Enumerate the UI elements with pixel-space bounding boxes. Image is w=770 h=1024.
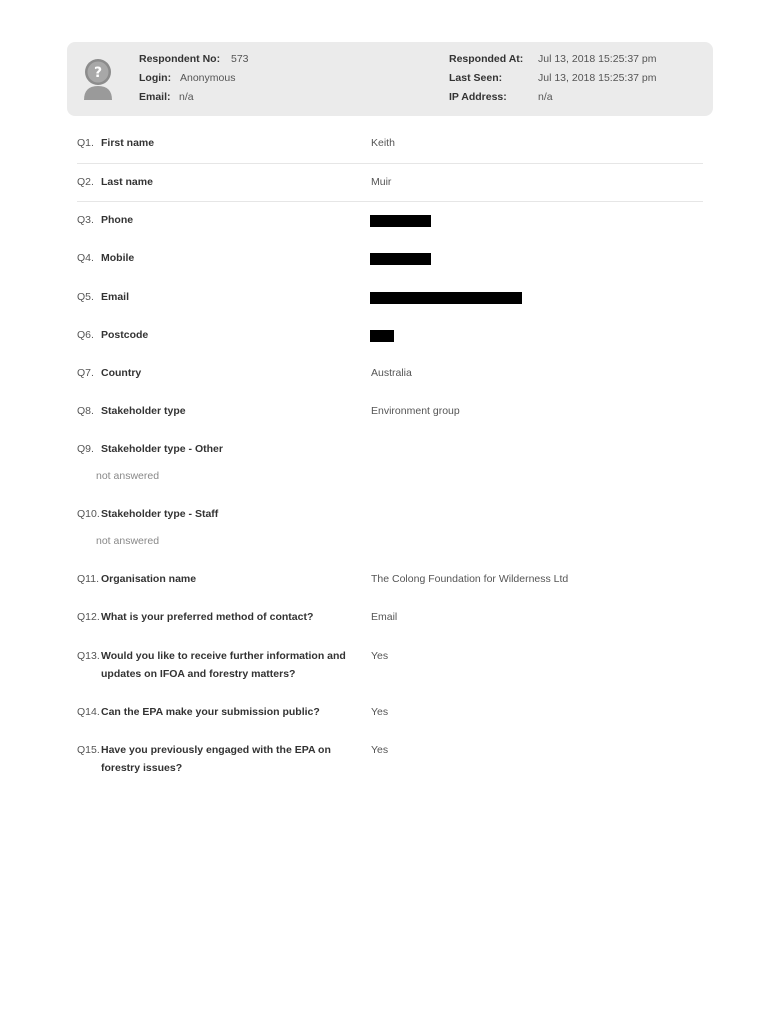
question-text: Stakeholder type - Staff: [101, 508, 219, 520]
question-number: Q6.: [77, 329, 94, 341]
question-number: Q14.: [77, 706, 100, 718]
last-seen-label: Last Seen:: [449, 72, 503, 84]
respondent-header: [67, 42, 713, 116]
question-text: Country: [101, 367, 142, 379]
redacted-answer: [370, 330, 394, 342]
user-question-icon: [81, 58, 115, 100]
question-number: Q4.: [77, 252, 94, 264]
question-number: Q8.: [77, 405, 94, 417]
question-text: First name: [101, 137, 155, 149]
answer-text: Keith: [371, 137, 395, 149]
redacted-answer: [370, 253, 431, 265]
question-text: Mobile: [101, 252, 135, 264]
question-text: Postcode: [101, 329, 149, 341]
question-text: Email: [101, 291, 130, 303]
row-divider: [77, 163, 703, 164]
ip-address-label: IP Address:: [449, 91, 507, 103]
question-text: Phone: [101, 214, 134, 226]
answer-text: Muir: [371, 176, 392, 188]
respondent-no-value: 573: [231, 53, 249, 65]
question-text: Can the EPA make your submission public?: [101, 706, 320, 718]
question-number: Q10.: [77, 508, 100, 520]
question-number: Q9.: [77, 443, 94, 455]
not-answered-text: not answered: [96, 535, 160, 547]
answer-text: Yes: [371, 650, 389, 662]
login-value: Anonymous: [180, 72, 236, 84]
email-label: Email:: [139, 91, 171, 103]
question-number: Q11.: [77, 573, 99, 585]
answer-text: Email: [371, 611, 398, 623]
answer-text: Yes: [371, 744, 389, 756]
question-number: Q1.: [77, 137, 94, 149]
question-text: What is your preferred method of contact?: [101, 611, 314, 623]
question-text: Organisation name: [101, 573, 197, 585]
email-value: n/a: [179, 91, 194, 103]
respondent-no-label: Respondent No:: [139, 53, 221, 65]
redacted-answer: [370, 292, 522, 304]
question-text: Would you like to receive further information and updates on IFOA and forestry matters?: [101, 650, 346, 680]
answer-text: Australia: [371, 367, 412, 379]
question-number: Q2.: [77, 176, 94, 188]
answer-text: Yes: [371, 706, 389, 718]
ip-address-value: n/a: [538, 91, 553, 103]
row-divider: [77, 201, 703, 202]
responded-at-value: Jul 13, 2018 15:25:37 pm: [538, 53, 657, 65]
question-text: Last name: [101, 176, 153, 188]
question-number: Q7.: [77, 367, 94, 379]
answer-text: Environment group: [371, 405, 460, 417]
question-number: Q3.: [77, 214, 94, 226]
question-number: Q13.: [77, 650, 100, 662]
question-text: Stakeholder type: [101, 405, 186, 417]
question-text: Have you previously engaged with the EPA on forestry issues?: [101, 744, 331, 774]
question-text: Stakeholder type - Other: [101, 443, 223, 455]
not-answered-text: not answered: [96, 470, 160, 482]
login-label: Login:: [139, 72, 172, 84]
redacted-answer: [370, 215, 431, 227]
question-number: Q12.: [77, 611, 100, 623]
responded-at-label: Responded At:: [449, 53, 524, 65]
last-seen-value: Jul 13, 2018 15:25:37 pm: [538, 72, 657, 84]
question-number: Q5.: [77, 291, 94, 303]
question-number: Q15.: [77, 744, 100, 756]
answer-text: The Colong Foundation for Wilderness Ltd: [371, 573, 569, 585]
svg-text:?: ?: [93, 65, 103, 81]
